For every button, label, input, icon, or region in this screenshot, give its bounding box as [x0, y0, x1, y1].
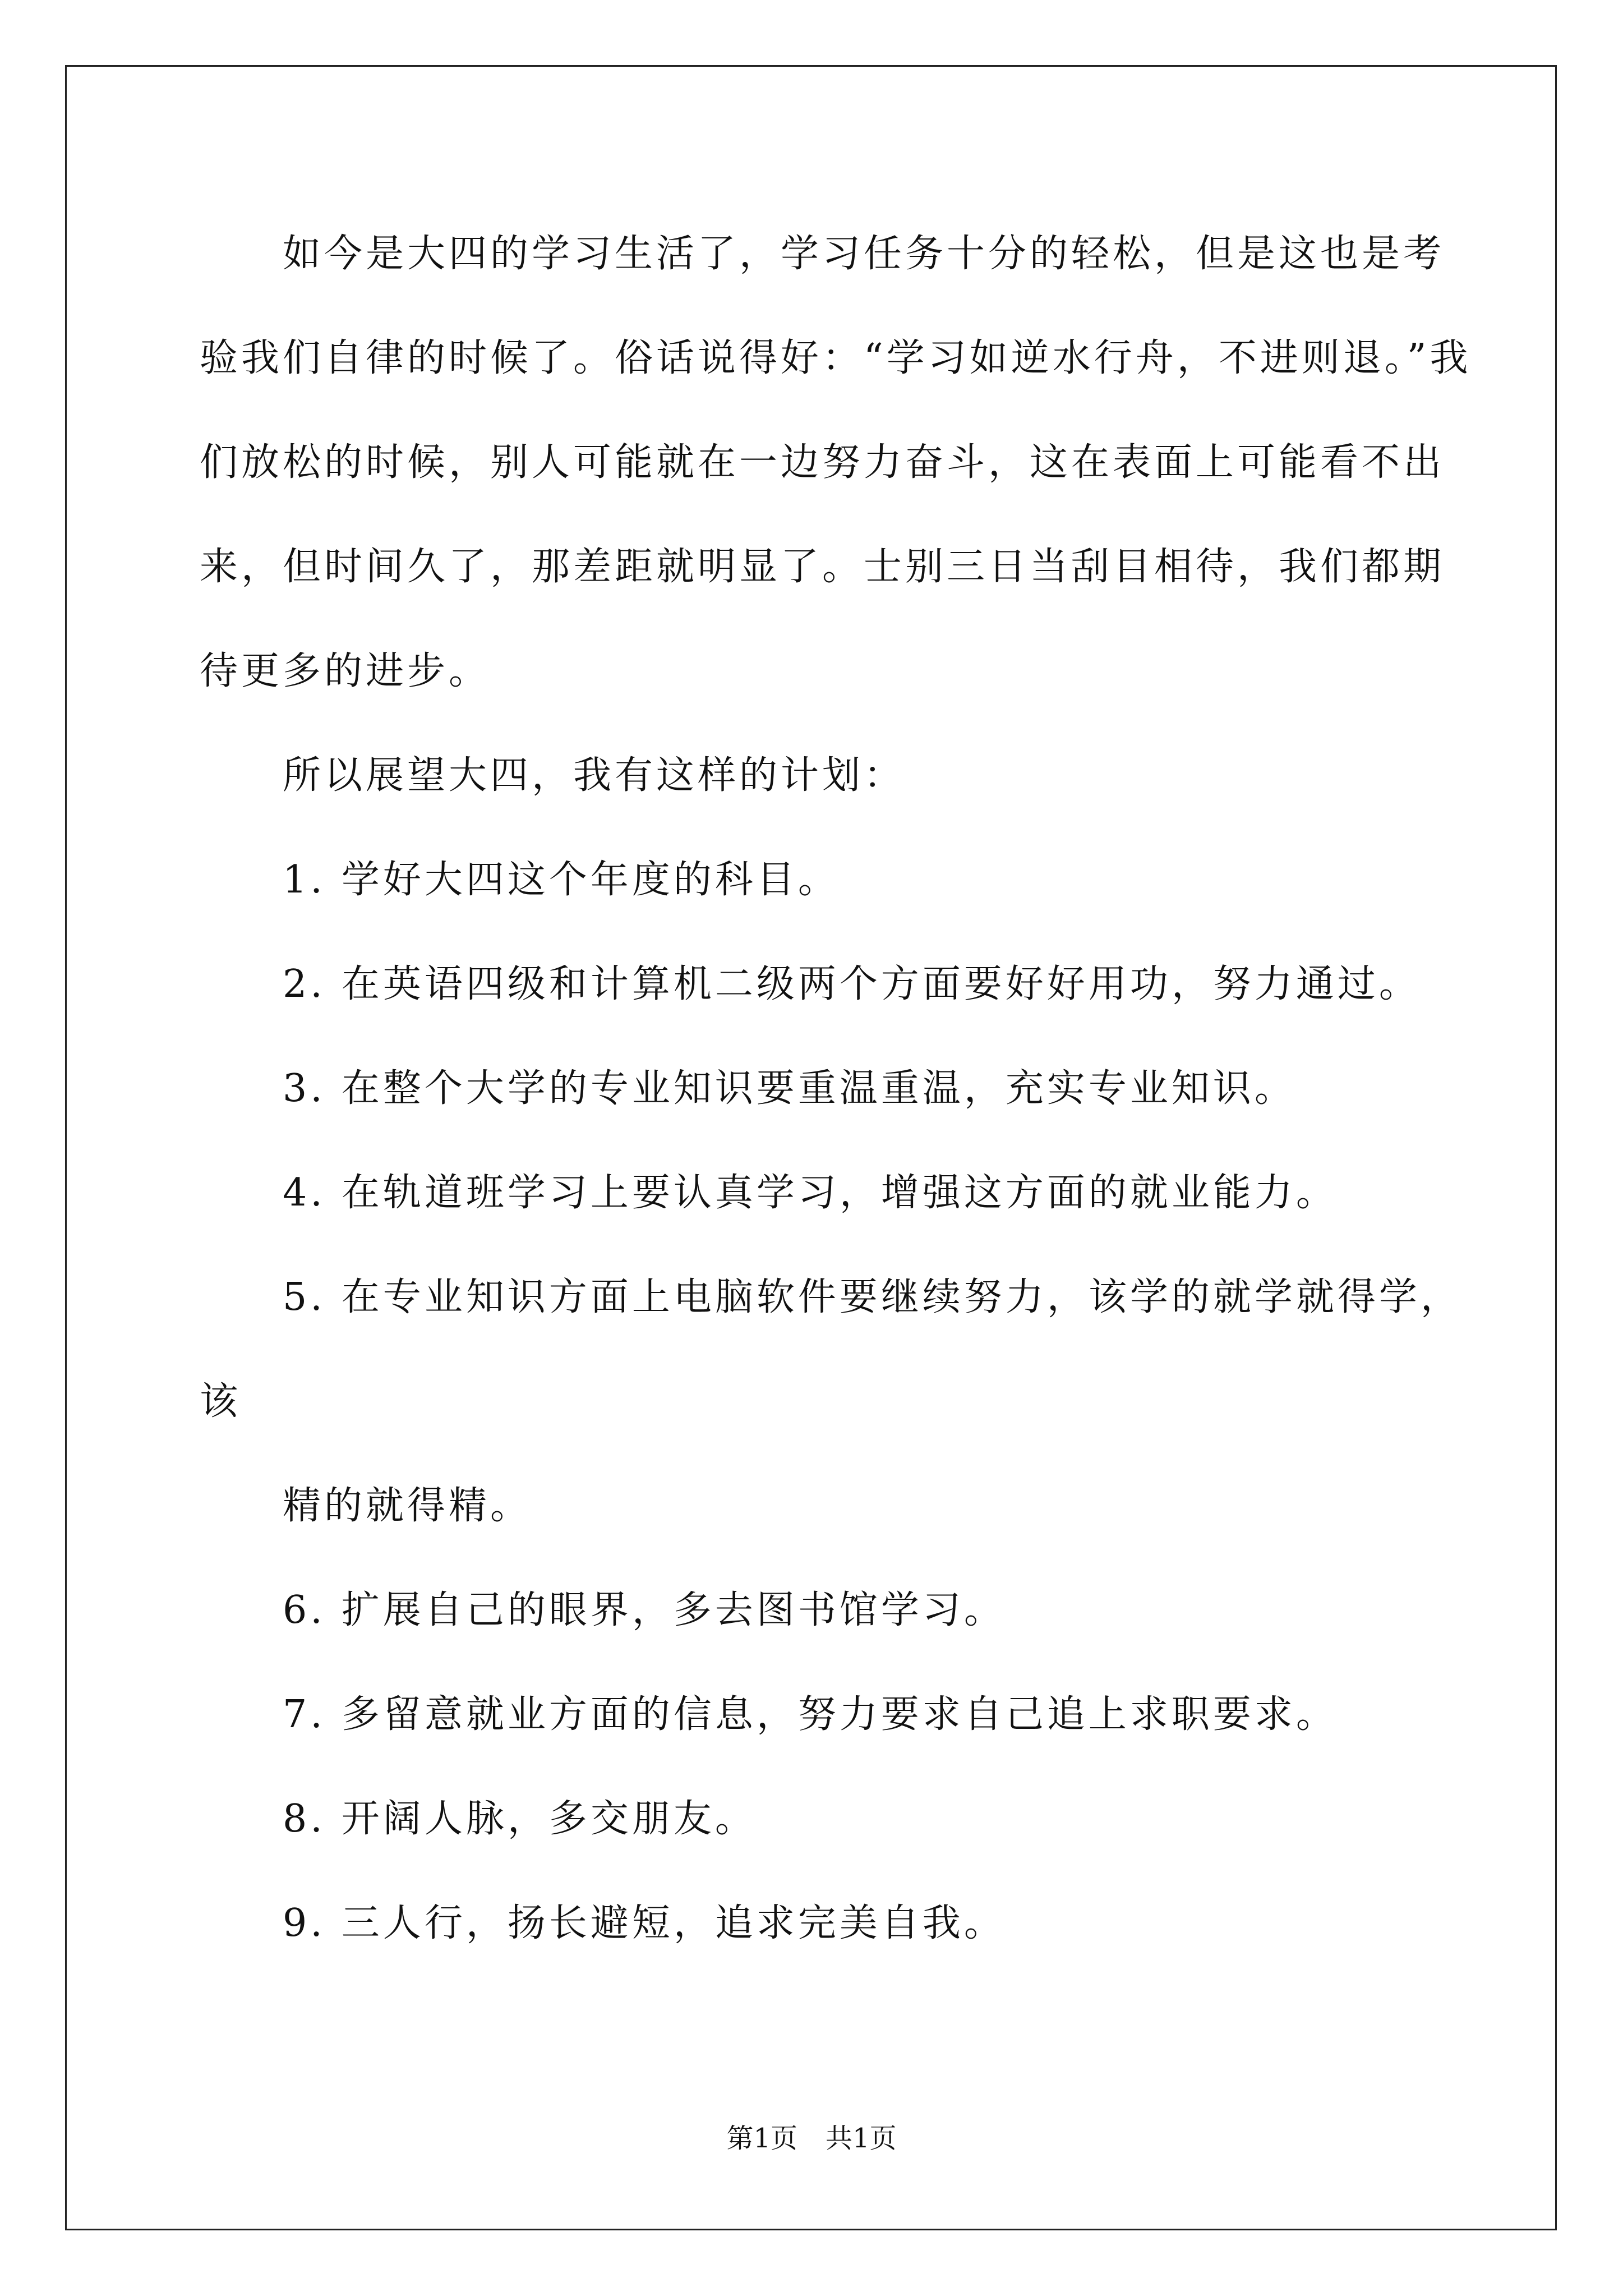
list-item-number: 4.	[283, 1171, 326, 1215]
list-item-text: 三人行，扬长避短，追求完美自我。	[341, 1901, 1006, 1945]
list-item-continuation: 精的就得精。	[283, 1484, 532, 1528]
list-item-number: 3.	[283, 1066, 326, 1111]
list-item-text: 在专业知识方面上电脑软件要继续努力，该学的就学就得学，	[341, 1275, 1462, 1319]
list-item-text: 扩展自己的眼界，多去图书馆学习。	[341, 1588, 1006, 1632]
page-number: 第1页	[726, 2123, 797, 2154]
list-item-number: 9.	[283, 1901, 326, 1945]
list-item	[200, 1141, 1478, 1245]
list-item-text: 在轨道班学习上要认真学习，增强这方面的就业能力。	[341, 1171, 1338, 1215]
list-item-text: 开阔人脉，多交朋友。	[341, 1797, 757, 1841]
list-item	[200, 1871, 1478, 1976]
list-item-number: 6.	[283, 1588, 326, 1632]
list-item-number: 2.	[283, 962, 326, 1006]
list-item	[200, 1767, 1478, 1871]
list-item-wrap: 该	[200, 1379, 242, 1424]
list-item	[200, 1558, 1478, 1663]
page-footer	[0, 2122, 1623, 2155]
list-item-text: 学好大四这个年度的科目。	[341, 858, 840, 902]
page-total: 共1页	[826, 2123, 897, 2154]
list-item-text: 多留意就业方面的信息，努力要求自己追上求职要求。	[341, 1692, 1338, 1737]
list-item-number: 8.	[283, 1797, 326, 1841]
list-item-number: 7.	[283, 1692, 326, 1737]
list-item-number: 1.	[283, 858, 326, 902]
list-item	[200, 1663, 1478, 1767]
list-item	[200, 828, 1478, 932]
list-item	[200, 1245, 1478, 1350]
list-item-text: 在英语四级和计算机二级两个方面要好好用功，努力通过。	[341, 962, 1421, 1006]
intro-paragraph: 如今是大四的学习生活了，学习任务十分的轻松，但是这也是考验我们自律的时候了。俗话说得好：“学习如逆水行舟，不进则退。”我们放松的时候，别人可能就在一边努力奋斗，这在表面上可能看不出来，但时间久了，那差距就明显了。士别三日当刮目相待，我们都期待更多的进步。	[200, 232, 1472, 693]
list-item-number: 5.	[283, 1275, 326, 1319]
list-item	[200, 1037, 1478, 1141]
list-item-text: 在整个大学的专业知识要重温重温，充实专业知识。	[341, 1066, 1296, 1111]
plan-intro: 所以展望大四，我有这样的计划：	[283, 753, 906, 798]
document-body	[200, 202, 1478, 1976]
list-item	[200, 932, 1478, 1037]
